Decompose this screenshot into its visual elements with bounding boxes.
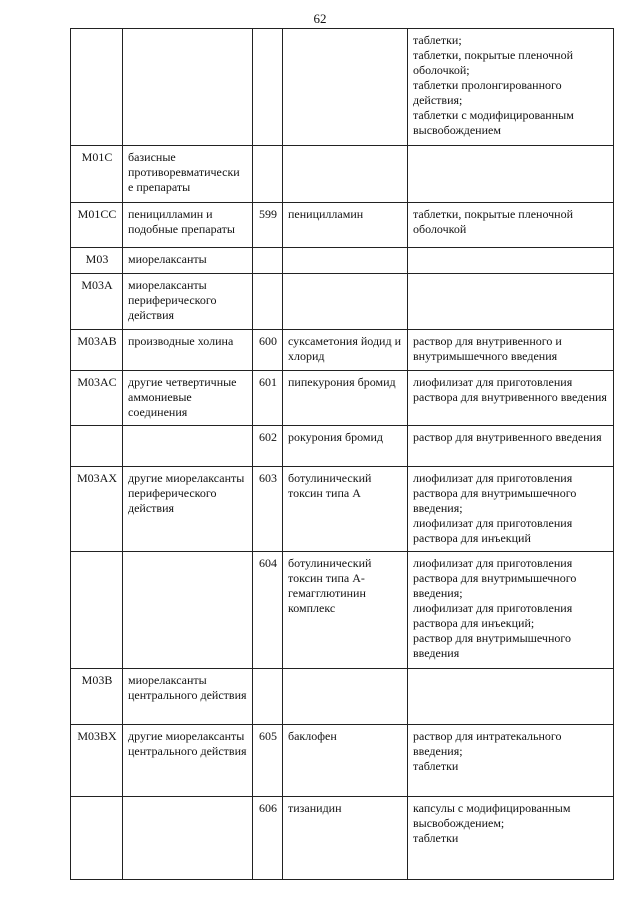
row-number-cell — [253, 248, 283, 274]
dosage-form-cell — [408, 669, 614, 725]
group-name-cell — [123, 29, 253, 146]
table-row — [71, 467, 614, 552]
group-name-cell: пеницилламин и подобные препараты — [123, 203, 253, 248]
atc-code-cell: M03A — [71, 274, 123, 330]
row-number-cell: 606 — [253, 797, 283, 880]
dosage-form-cell: лиофилизат для приготовления раствора для внутримышечного введения; лиофилизат для приготовления раствора для инъекций; раствор для внутримышечного введения — [408, 552, 614, 669]
atc-code-cell — [71, 797, 123, 880]
dosage-form-cell: таблетки; таблетки, покрытые пленочной оболочкой; таблетки пролонгированного действия; таблетки с модифицированным высвобождением — [408, 29, 614, 146]
row-number-cell — [253, 29, 283, 146]
dosage-form-cell: таблетки, покрытые пленочной оболочкой — [408, 203, 614, 248]
table-row — [71, 371, 614, 426]
drug-name-cell: суксаметония йодид и хлорид — [283, 330, 408, 371]
row-number-cell: 599 — [253, 203, 283, 248]
row-number-cell: 603 — [253, 467, 283, 552]
atc-code-cell: M03AB — [71, 330, 123, 371]
atc-code-cell: M03 — [71, 248, 123, 274]
drug-name-cell: пеницилламин — [283, 203, 408, 248]
table-row — [71, 552, 614, 669]
drug-table — [70, 28, 614, 880]
atc-code-cell: M01CC — [71, 203, 123, 248]
drug-name-cell — [283, 669, 408, 725]
drug-name-cell: баклофен — [283, 725, 408, 797]
group-name-cell — [123, 426, 253, 467]
group-name-cell — [123, 797, 253, 880]
page-number: 62 — [313, 11, 327, 26]
table-row — [71, 330, 614, 371]
group-name-cell: другие четвертичные аммониевые соединения — [123, 371, 253, 426]
drug-name-cell: ботулинический токсин типа А — [283, 467, 408, 552]
dosage-form-cell: раствор для внутривенного и внутримышечного введения — [408, 330, 614, 371]
table-row — [71, 669, 614, 725]
row-number-cell — [253, 274, 283, 330]
drug-name-cell: тизанидин — [283, 797, 408, 880]
row-number-cell: 604 — [253, 552, 283, 669]
dosage-form-cell: лиофилизат для приготовления раствора для внутримышечного введения; лиофилизат для приготовления раствора для инъекций — [408, 467, 614, 552]
dosage-form-cell — [408, 274, 614, 330]
table-row — [71, 146, 614, 203]
table-row — [71, 426, 614, 467]
atc-code-cell — [71, 29, 123, 146]
dosage-form-cell: лиофилизат для приготовления раствора для внутривенного введения — [408, 371, 614, 426]
atc-code-cell: M03AX — [71, 467, 123, 552]
table-row — [71, 274, 614, 330]
atc-code-cell — [71, 552, 123, 669]
group-name-cell: другие миорелаксанты центрального действия — [123, 725, 253, 797]
table-row — [71, 203, 614, 248]
table-row — [71, 29, 614, 146]
group-name-cell — [123, 552, 253, 669]
atc-code-cell — [71, 426, 123, 467]
row-number-cell: 601 — [253, 371, 283, 426]
row-number-cell: 605 — [253, 725, 283, 797]
group-name-cell: другие миорелаксанты периферического действия — [123, 467, 253, 552]
group-name-cell: производные холина — [123, 330, 253, 371]
table-row — [71, 248, 614, 274]
dosage-form-cell — [408, 248, 614, 274]
dosage-form-cell — [408, 146, 614, 203]
drug-name-cell — [283, 248, 408, 274]
drug-name-cell — [283, 274, 408, 330]
group-name-cell: базисные противоревматически е препараты — [123, 146, 253, 203]
drug-name-cell: рокурония бромид — [283, 426, 408, 467]
atc-code-cell: M03AC — [71, 371, 123, 426]
row-number-cell: 602 — [253, 426, 283, 467]
drug-name-cell: ботулинический токсин типа А-гемагглютинин комплекс — [283, 552, 408, 669]
table-row — [71, 797, 614, 880]
dosage-form-cell: раствор для внутривенного введения — [408, 426, 614, 467]
atc-code-cell: M03B — [71, 669, 123, 725]
row-number-cell: 600 — [253, 330, 283, 371]
group-name-cell: миорелаксанты периферического действия — [123, 274, 253, 330]
table-row — [71, 725, 614, 797]
group-name-cell: миорелаксанты — [123, 248, 253, 274]
dosage-form-cell: капсулы с модифицированным высвобождением; таблетки — [408, 797, 614, 880]
dosage-form-cell: раствор для интратекального введения; таблетки — [408, 725, 614, 797]
drug-name-cell: пипекурония бромид — [283, 371, 408, 426]
atc-code-cell: M03BX — [71, 725, 123, 797]
row-number-cell — [253, 146, 283, 203]
drug-name-cell — [283, 29, 408, 146]
group-name-cell: миорелаксанты центрального действия — [123, 669, 253, 725]
row-number-cell — [253, 669, 283, 725]
atc-code-cell: M01C — [71, 146, 123, 203]
drug-name-cell — [283, 146, 408, 203]
